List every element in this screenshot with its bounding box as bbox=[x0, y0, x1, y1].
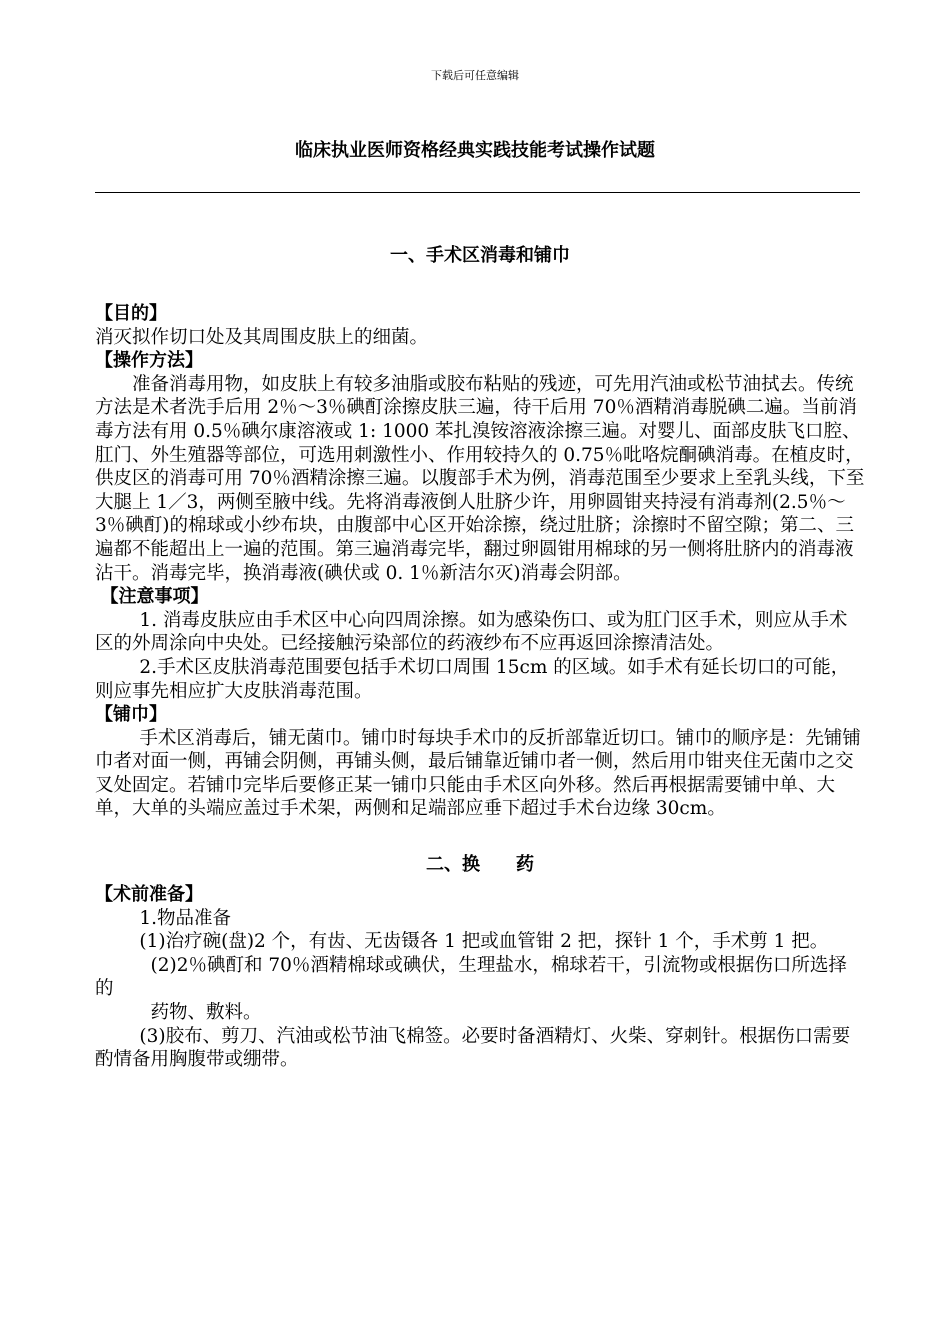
note-item-1: 1. 消毒皮肤应由手术区中心向四周涂擦。如为感染伤口、或为肛门区手术，则应从手术区的外周涂向中央处。已经接触污染部位的药液纱布不应再返回涂擦清洁处。 bbox=[95, 609, 848, 655]
method-paragraph: 准备消毒用物，如皮肤上有较多油脂或胶布粘贴的残迹，可先用汽油或松节油拭去。传统方法是术者洗手后用 2％～3％碘酊涂擦皮肤三遍，待干后用 70％酒精消毒脱碘二遍。当前消毒方法有用 0.5％碘尔康溶液或 1: 1000 苯扎溴铵溶液涂擦三遍。对婴儿、面部皮肤飞口腔、肛门、外生殖器等部位，可选用刺激性小、作用较持久的 0.75％吡咯烷酮碘消毒。在植皮时，供皮区的消毒可用 70％酒精涂擦三遍。以腹部手术为例，消毒范围至少要求上至乳头线，下至大腿上 1／3，两侧至腋中线。先将消毒液倒人肚脐少许，用卵圆钳夹持浸有消毒剂(2.5％～3％碘酊)的棉球或小纱布块，由腹部中心区开始涂擦，绕过肚脐；涂擦时不留空隙；第二、三遍都不能超出上一遍的范围。第三遍消毒完毕，翻过卵圆钳用棉球的另一侧将肚脐内的消毒液沾干。消毒完毕，换消毒液(碘伏或 0. 1％新洁尔灭)消毒会阴部。 bbox=[95, 373, 865, 584]
prep-item-3: (3)胶布、剪刀、汽油或松节油飞棉签。必要时备酒精灯、火柴、穿刺针。根据伤口需要酌情备用胸腹带或绷带。 bbox=[95, 1025, 851, 1071]
draping-paragraph: 手术区消毒后，铺无菌巾。铺巾时每块手术巾的反折部靠近切口。铺巾的顺序是：先铺铺巾者对面一侧，再铺会阴侧，再铺头侧，最后铺靠近铺巾者一侧，然后用巾钳夹住无菌巾之交叉处固定。若铺巾完毕后要修正某一铺巾只能由手术区向外移。然后再根据需要铺中单、大单，大单的头端应盖过手术架，两侧和足端部应垂下超过手术台边缘 30cm。 bbox=[95, 727, 861, 820]
title-divider bbox=[95, 192, 860, 193]
note-item-2: 2.手术区皮肤消毒范围要包括手术切口周围 15cm 的区域。如手术有延长切口的可能， 则应事先相应扩大皮肤消毒范围。 bbox=[95, 656, 859, 702]
section-title-disinfection: 一、手术区消毒和铺巾 bbox=[390, 245, 570, 266]
section-title-dressing-change: 二、换 药 bbox=[426, 854, 534, 876]
prep-item-2-continued: 药物、敷料。 bbox=[150, 1002, 262, 1024]
prep-item-2: (2)2％碘酊和 70％酒精棉球或碘伏，生理盐水，棉球若干，引流物或根据伤口所选择的 bbox=[95, 954, 847, 1000]
item-preparation-heading: 1.物品准备 bbox=[139, 907, 232, 929]
document-body bbox=[95, 244, 865, 1072]
method-heading: 【操作方法】 bbox=[95, 350, 203, 372]
purpose-heading: 【目的】 bbox=[95, 303, 167, 324]
purpose-paragraph: 消灭拟作切口处及其周围皮肤上的细菌。 bbox=[95, 326, 429, 348]
notes-heading: 【注意事项】 bbox=[100, 586, 209, 608]
page-header-note: 下载后可任意编辑 bbox=[431, 69, 519, 82]
draping-heading: 【铺巾】 bbox=[95, 704, 167, 726]
document-title: 临床执业医师资格经典实践技能考试操作试题 bbox=[295, 140, 655, 161]
preparation-heading: 【术前准备】 bbox=[95, 884, 203, 906]
prep-item-1: (1)治疗碗(盘)2 个，有齿、无齿镊各 1 把或血管钳 2 把，探针 1 个，手术剪 1 把。 bbox=[139, 931, 829, 953]
